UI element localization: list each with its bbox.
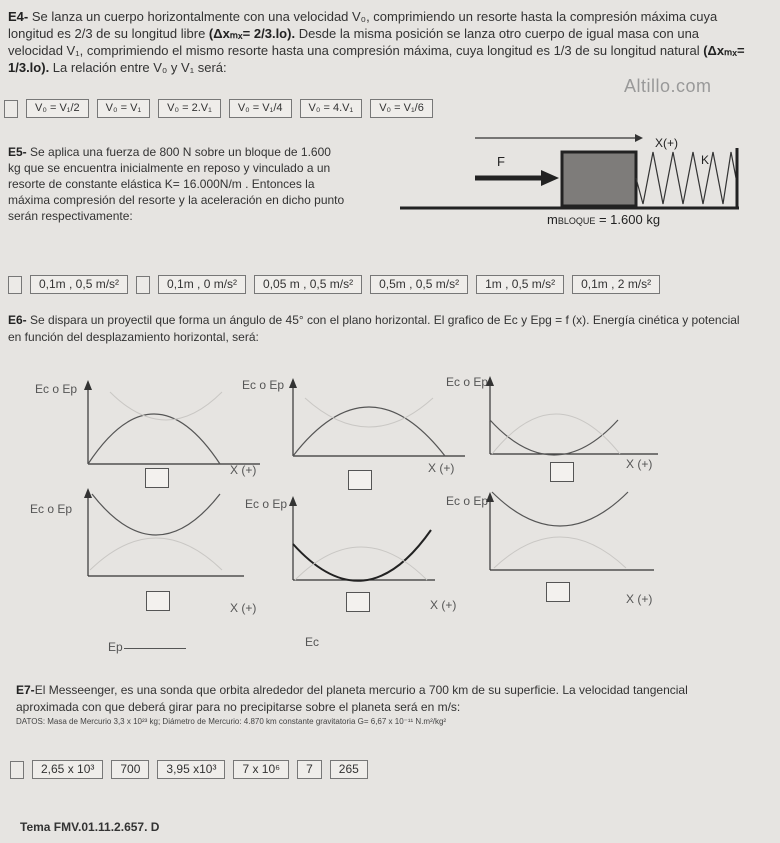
- options-e5: [8, 275, 660, 294]
- graph-4-ylabel: Ec o Ep: [30, 502, 73, 516]
- answer-box-graph-1[interactable]: [145, 468, 169, 488]
- question-e7: [16, 682, 776, 728]
- graph-6-xlabel: X (+): [626, 592, 653, 606]
- option-e5-1[interactable]: 0,1m , 0,5 m/s²: [30, 275, 128, 294]
- question-label: E6-: [8, 313, 27, 327]
- curve-ec: [492, 492, 628, 526]
- option-e5-3[interactable]: 0,05 m , 0,5 m/s²: [254, 275, 362, 294]
- spring-label: K: [701, 153, 710, 167]
- curve-ec: [490, 420, 618, 455]
- answer-box-graph-4[interactable]: [146, 591, 170, 611]
- option-e7-2[interactable]: 700: [111, 760, 149, 779]
- answer-box-graph-6[interactable]: [546, 582, 570, 602]
- answer-checkbox[interactable]: [10, 761, 24, 779]
- option-e4-1[interactable]: V₀ = V₁/2: [26, 99, 89, 118]
- graph-2-ylabel: Ec o Ep: [242, 378, 285, 392]
- graph-5-ylabel: Ec o Ep: [245, 497, 288, 511]
- graph-3-xlabel: X (+): [626, 457, 653, 471]
- answer-box-graph-2[interactable]: [348, 470, 372, 490]
- question-label: E4-: [8, 9, 29, 24]
- graph-5[interactable]: [285, 494, 445, 586]
- question-datos: DATOS: Masa de Mercurio 3,3 x 10²³ kg; Diámetro de Mercurio: 4.870 km constante gravitatoria G= 6,67 x 10⁻¹¹ N.m²/kg²: [16, 717, 447, 726]
- answer-checkbox[interactable]: [136, 276, 150, 294]
- option-e5-6[interactable]: 0,1m , 2 m/s²: [572, 275, 660, 294]
- question-text: resorte de constante elástica K= 16.000N/m . Entonces la: [8, 177, 315, 191]
- answer-box-graph-3[interactable]: [550, 462, 574, 482]
- curve-ec: [293, 407, 445, 456]
- question-text: longitud es 2/3 de su longitud libre: [8, 26, 209, 41]
- graph-4[interactable]: [80, 486, 250, 582]
- curve-ec: [92, 494, 220, 535]
- option-e7-5[interactable]: 7: [297, 760, 322, 779]
- answer-box-graph-5[interactable]: [346, 592, 370, 612]
- legend-ec: Ec: [305, 635, 320, 649]
- question-e6: [8, 312, 778, 346]
- question-text: kg que se encuentra inicialmente en reposo y vinculado a un: [8, 161, 331, 175]
- question-formula: (Δxₘₓ=: [703, 43, 745, 58]
- option-e4-3[interactable]: V₀ = 2.V₁: [158, 99, 221, 118]
- legend-ep-line: [124, 648, 186, 649]
- block: [562, 152, 636, 206]
- curve-ec: [88, 414, 220, 464]
- graph-3[interactable]: [482, 374, 668, 458]
- graph-6-ylabel: Ec o Ep: [446, 494, 489, 508]
- question-text: El Messeenger, es una sonda que orbita alrededor del planeta mercurio a 700 km de su superficie. La velocidad tangencial: [34, 683, 688, 697]
- answer-checkbox[interactable]: [8, 276, 22, 294]
- option-e4-2[interactable]: V₀ = V₁: [97, 99, 151, 118]
- graph-1-ylabel: Ec o Ep: [35, 382, 78, 396]
- question-e5: [8, 144, 368, 224]
- question-text: La relación entre V₀ y V₁ será:: [49, 60, 227, 75]
- option-e5-4[interactable]: 0,5m , 0,5 m/s²: [370, 275, 468, 294]
- graph-6[interactable]: [482, 490, 662, 576]
- force-arrowhead: [541, 170, 559, 186]
- option-e7-6[interactable]: 265: [330, 760, 368, 779]
- graph-1-xlabel: X (+): [230, 463, 257, 477]
- direction-arrowhead: [635, 134, 643, 142]
- option-e7-1[interactable]: 2,65 x 10³: [32, 760, 103, 779]
- question-text: máxima compresión del resorte y la aceleración en dicho punto: [8, 193, 345, 207]
- question-text: velocidad V₁, comprimiendo el mismo resorte hasta una compresión máxima, cuya longitud es 1/3 de su longitud natural: [8, 43, 704, 58]
- option-e5-2[interactable]: 0,1m , 0 m/s²: [158, 275, 246, 294]
- legend-ep: Ep: [108, 640, 123, 654]
- question-formula: (Δxₘₓ= 2/3.lo).: [208, 26, 296, 41]
- graph-5-xlabel: X (+): [430, 598, 457, 612]
- spring-block-diagram: [395, 128, 745, 233]
- option-e4-5[interactable]: V₀ = 4.V₁: [300, 99, 363, 118]
- curve-ec: [293, 530, 431, 581]
- graph-2-xlabel: X (+): [428, 461, 455, 475]
- question-text: aproximada con que deberá girar para no precipitarse sobre el planeta será en m/s:: [16, 700, 461, 714]
- question-text: Desde la misma posición se lanza otro cuerpo de igual masa con una: [295, 26, 700, 41]
- footer-tema: Tema FMV.01.11.2.657. D: [20, 820, 160, 834]
- option-e4-4[interactable]: V₀ = V₁/4: [229, 99, 292, 118]
- axis-label: X(+): [655, 136, 679, 150]
- mass-label: mBLOQUE = 1.600 kg: [547, 212, 661, 227]
- option-e5-5[interactable]: 1m , 0,5 m/s²: [476, 275, 564, 294]
- question-text: en función del desplazamiento horizontal, será:: [8, 330, 259, 344]
- question-text: Se dispara un proyectil que forma un ángulo de 45° con el plano horizontal. El grafico de Ec y Epg = f (x). Energía cinética y potencial: [30, 313, 740, 327]
- watermark: Altillo.com: [624, 76, 712, 96]
- question-text: Se lanza un cuerpo horizontalmente con una velocidad V₀, comprimiendo un resorte hasta la compresión máxima cuya: [31, 9, 718, 24]
- option-e4-6[interactable]: V₀ = V₁/6: [370, 99, 433, 118]
- options-e7: [10, 760, 368, 779]
- options-e4: [4, 99, 433, 118]
- question-e4: [8, 8, 778, 76]
- question-label: E5-: [8, 145, 27, 159]
- question-text: Se aplica una fuerza de 800 N sobre un bloque de 1.600: [30, 145, 331, 159]
- answer-checkbox[interactable]: [4, 100, 18, 118]
- option-e7-4[interactable]: 7 x 10⁶: [233, 760, 289, 779]
- option-e7-3[interactable]: 3,95 x10³: [157, 760, 225, 779]
- question-label: E7-: [16, 683, 35, 697]
- force-label: F: [497, 154, 505, 169]
- spring: [636, 152, 736, 204]
- graph-4-xlabel: X (+): [230, 601, 257, 615]
- graph-3-ylabel: Ec o Ep: [446, 375, 489, 389]
- question-formula: 1/3.lo).: [8, 60, 50, 75]
- question-text: serán respectivamente:: [8, 209, 133, 223]
